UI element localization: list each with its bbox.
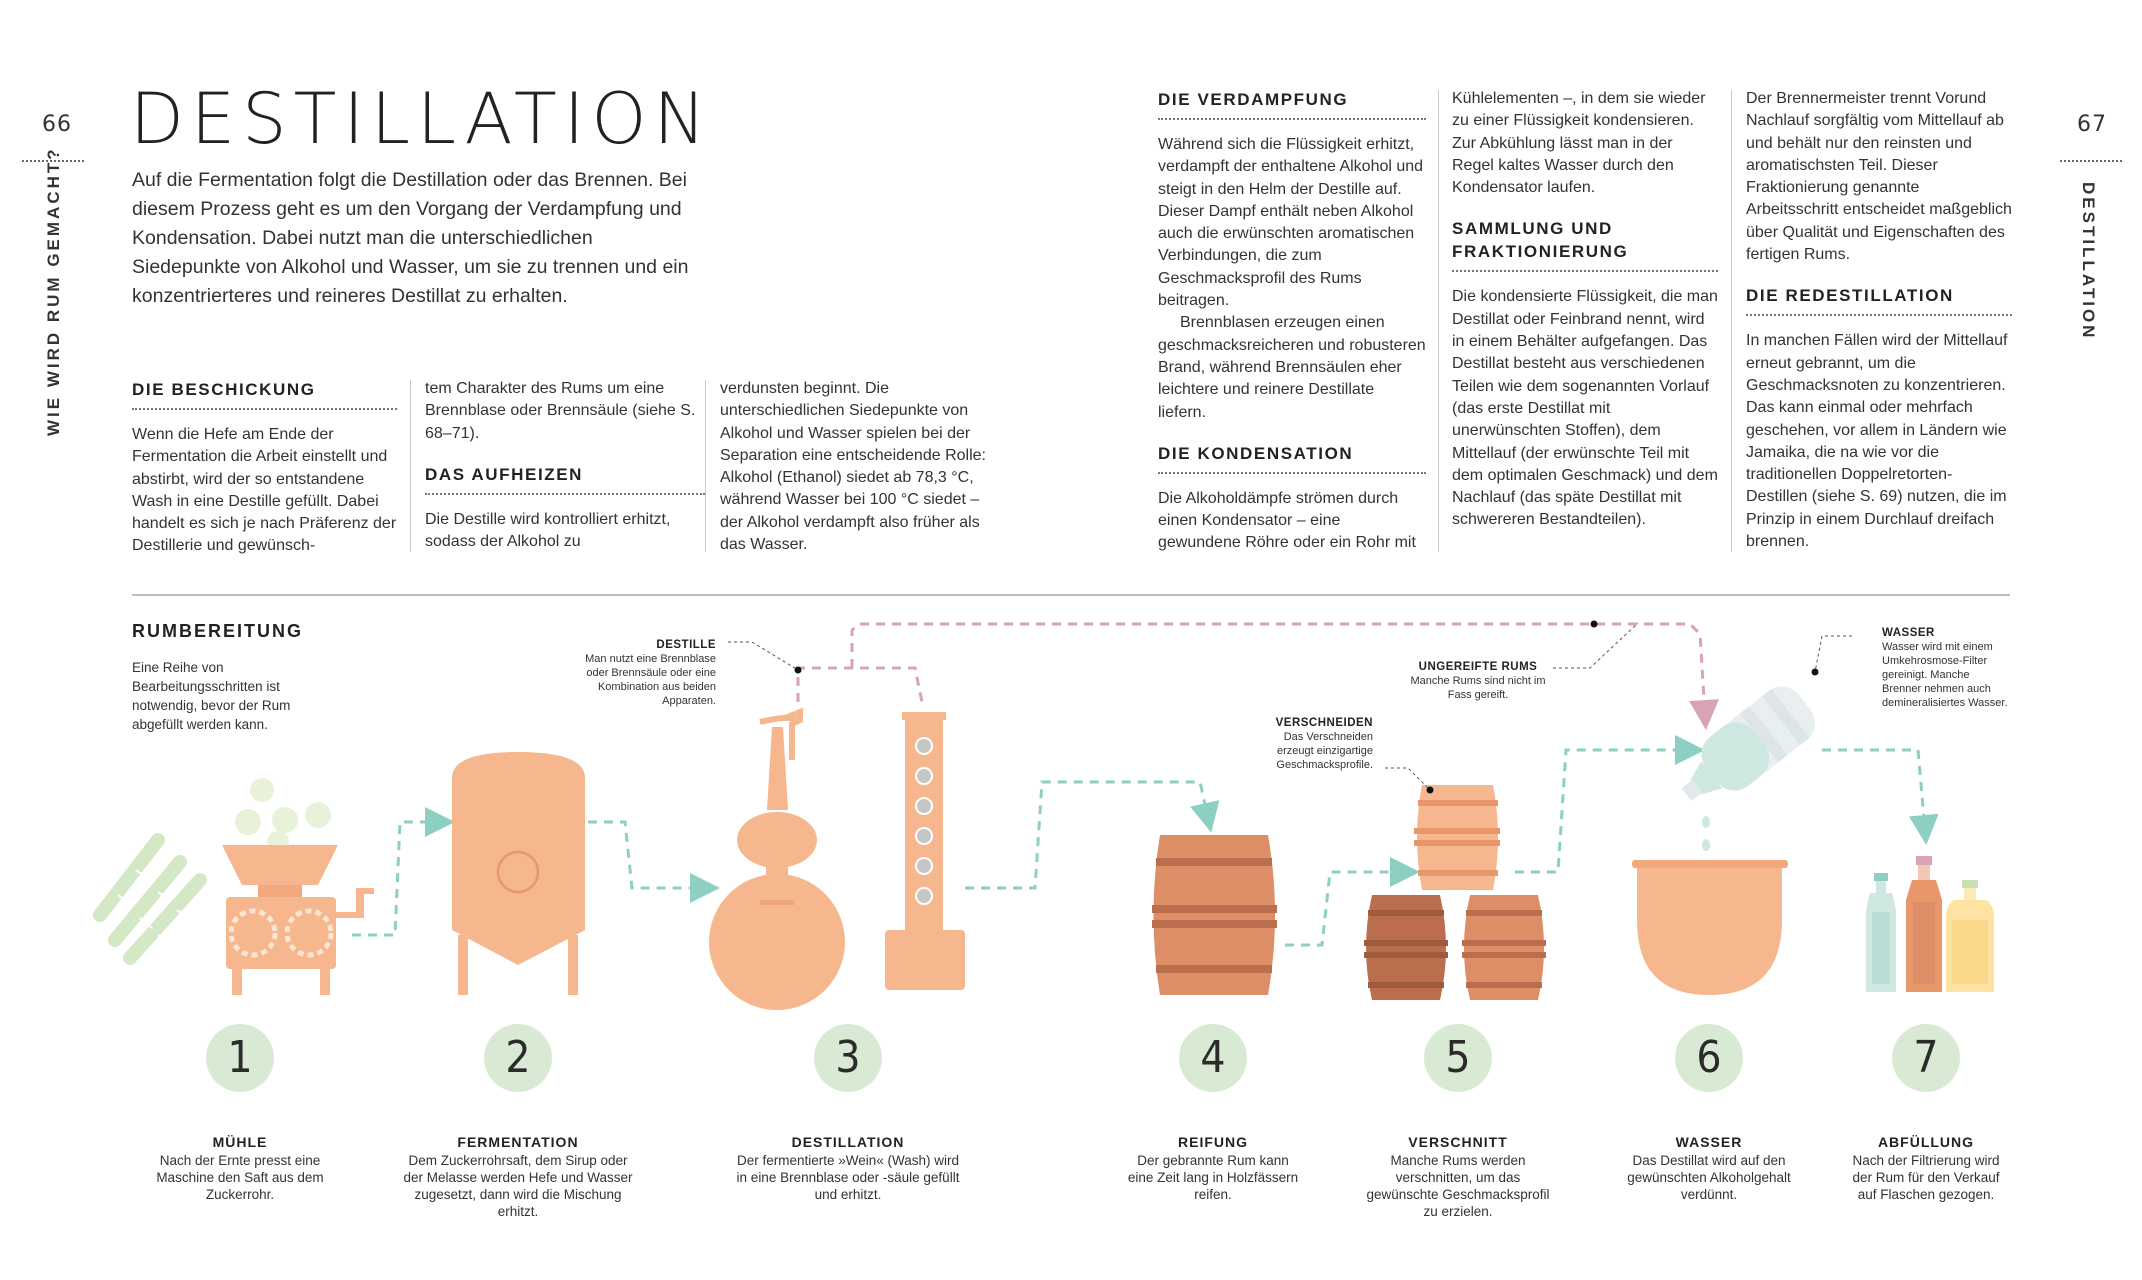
chapter-label-left: WIE WIRD RUM GEMACHT? [44, 146, 63, 436]
step-3 [728, 1024, 968, 1203]
rum-bottles-illustration [1866, 856, 1994, 992]
text-col2-top: tem Charakter des Rums um eine Brennblase oder Brennsäule (siehe S. 68–71). [425, 380, 696, 442]
step-description: Dem Zuckerrohrsaft, dem Sirup oder der Melasse werden Hefe und Wasser zugesetzt, dann wird die Mischung erhitzt. [403, 1153, 633, 1219]
step-number-badge: 4 [1179, 1024, 1247, 1092]
step-4 [1093, 1024, 1333, 1203]
annotation-ungereifte-title: UNGEREIFTE RUMS [1418, 661, 1538, 673]
water-bottle-illustration [1667, 678, 1823, 851]
step-2 [398, 1024, 638, 1220]
text-kondensation: Die Alkoholdämpfe strömen durch einen Kondensator – eine gewundene Röhre oder ein Rohr mit [1158, 489, 1416, 552]
page-number-left: 66 [42, 112, 72, 137]
annotation-destille [582, 638, 716, 708]
heading-beschickung: DIE BESCHICKUNG [132, 378, 397, 410]
step-number-badge: 3 [814, 1024, 882, 1092]
heading-redestillation: DIE REDESTILLATION [1746, 284, 2012, 316]
step-5 [1338, 1024, 1578, 1220]
return-arrow [798, 624, 1705, 715]
annotation-destille-text: Man nutzt eine Brennblase oder Brennsäule oder eine Kombination aus beiden Apparaten. [585, 653, 716, 707]
infographic-intro: Eine Reihe von Bearbeitungsschritten ist notwendig, bevor der Rum abgefüllt werden kann. [132, 660, 291, 732]
annotation-ungereifte [1408, 660, 1548, 702]
step-name: REIFUNG [1178, 1134, 1248, 1150]
step-name: FERMENTATION [457, 1134, 579, 1150]
annotation-ungereifte-text: Manche Rums sind nicht im Fass gereift. [1410, 675, 1546, 701]
step-6 [1589, 1024, 1829, 1203]
annotation-verschneiden-title: VERSCHNEIDEN [1275, 717, 1373, 729]
page-number-right: 67 [2077, 112, 2107, 137]
heading-kondensation: DIE KONDENSATION [1158, 442, 1426, 474]
text-verdampfung-1: Während sich die Flüssigkeit erhitzt, verdampft der enthaltene Alkohol und steigt in den Helm der Destille auf. Dieser Dampf enthält neben Alkohol auch die erwünschten aromatischen Verbindungen, die zum Geschmacksprofil des Rums beitragen. [1158, 136, 1424, 310]
infographic-title: RUMBEREITUNG [132, 621, 303, 641]
annotation-wasser [1882, 626, 2008, 710]
step-number-badge: 2 [484, 1024, 552, 1092]
step-description: Der fermentierte »Wein« (Wash) wird in eine Brennblase oder -säule gefüllt und erhitzt. [736, 1153, 960, 1202]
text-col3: verdunsten beginnt. Die unterschiedlichen Siedepunkte von Alkohol und Wasser spielen bei der Separation eine entscheidende Rolle: Alkohol (Ethanol) siedet ab 78,3 °C, während Wasser bei 100 °C siedet – der Alkohol verdampft also früher als das Wasser. [720, 380, 986, 554]
mill-illustration [222, 845, 374, 995]
step-number-badge: 6 [1675, 1024, 1743, 1092]
pot-still-illustration [709, 712, 845, 1010]
step-number-badge: 5 [1424, 1024, 1492, 1092]
step-name: VERSCHNITT [1408, 1134, 1508, 1150]
text-sammlung: Die kondensierte Flüssigkeit, die man Destillat oder Feinbrand nennt, wird in einem Behälter aufgefangen. Das Destillat besteht aus verschiedenen Teilen wie dem sogenannten Vorlauf (das erste Destillat mit unerwünschten Stoffen), dem Mittellauf (der erwünschte Teil mit dem optimalen Geschmack) und dem Nachlauf (das späte Destillat mit schwereren Bestandteilen). [1452, 288, 1718, 529]
chapter-label-right: DESTILLATION [2079, 182, 2098, 341]
text-col6-top: Der Brennermeister trennt Vorund Nachlauf sorgfältig vom Mittellauf ab und behält nur den reinsten und aromatischsten Teil. Dieser Fraktionierung genannte Arbeitsschritt entscheidet maßgeblich über Qualität und Eigenschaften des fertigen Rums. [1746, 90, 2012, 264]
step-description: Das Destillat wird auf den gewünschten Alkoholgehalt verdünnt. [1627, 1153, 1791, 1202]
page-title: DESTILLATION [130, 78, 713, 160]
step-description: Nach der Ernte presst eine Maschine den Saft aus dem Zuckerrohr. [156, 1153, 324, 1202]
mixing-bowl-illustration [1632, 860, 1788, 995]
step-number-badge: 7 [1892, 1024, 1960, 1092]
heading-verdampfung: DIE VERDAMPFUNG [1158, 88, 1426, 120]
text-aufheizen: Die Destille wird kontrolliert erhitzt, sodass der Alkohol zu [425, 510, 671, 551]
step-name: WASSER [1675, 1134, 1743, 1150]
fermentation-tank-illustration [452, 752, 585, 995]
annotation-destille-title: DESTILLE [656, 639, 716, 651]
step-7 [1806, 1024, 2046, 1203]
step-description: Der gebrannte Rum kann eine Zeit lang in Holzfässern reifen. [1127, 1153, 1299, 1202]
annotation-verschneiden-text: Das Verschneiden erzeugt einzigartige Geschmacksprofile. [1276, 731, 1373, 771]
aging-barrel-illustration [1152, 835, 1277, 995]
blending-barrels-illustration [1364, 785, 1546, 1000]
text-col5-top: Kühlelementen –, in dem sie wieder zu einer Flüssigkeit kondensieren. Zur Abkühlung lässt man in der Regel kaltes Wasser durch den Kondensator laufen. [1452, 90, 1706, 197]
annotation-wasser-title: WASSER [1882, 627, 1935, 639]
text-redestillation: In manchen Fällen wird der Mittellauf erneut gebrannt, um die Geschmacksnoten zu konzentrieren. Das kann einmal oder mehrfach geschehen, vor allem in Ländern wie Jamaika, die na wie vor die traditionellen Doppelretorten-Destillen (siehe S. 69) nutzen, die im Prinzip in einem Durchlauf dreifach brennen. [1746, 332, 2008, 551]
step-number-badge: 1 [206, 1024, 274, 1092]
annotation-verschneiden [1255, 716, 1373, 772]
step-name: ABFÜLLUNG [1877, 1134, 1975, 1150]
heading-sammlung: SAMMLUNG UND FRAKTIONIERUNG [1452, 217, 1718, 272]
step-1 [120, 1024, 360, 1203]
heading-aufheizen: DAS AUFHEIZEN [425, 463, 705, 495]
step-description: Manche Rums werden verschnitten, um das gewünschte Geschmacksprofil zu erzielen. [1366, 1153, 1550, 1219]
step-description: Nach der Filtrierung wird der Rum für den Verkauf auf Flaschen gezogen. [1852, 1153, 2000, 1202]
column-still-illustration [885, 712, 965, 990]
step-name: DESTILLATION [791, 1134, 905, 1150]
step-name: MÜHLE [212, 1134, 268, 1150]
intro-paragraph: Auf die Fermentation folgt die Destillation oder das Brennen. Bei diesem Prozess geht es um den Vorgang der Verdampfung und Kondensation. Dabei nutzt man die unterschiedlichen Siedepunkte von Alkohol und Wasser, um sie zu trennen und ein konzentrierteres und reineres Destillat zu erhalten. [132, 169, 689, 307]
text-beschickung: Wenn die Hefe am Ende der Fermentation die Arbeit einstellt und abstirbt, wird der so entstandene Wash in eine Destille gefüllt. Dabei handelt es sich je nach Präferenz der Destillerie und gewünsch- [132, 426, 397, 555]
annotation-wasser-text: Wasser wird mit einem Umkehrosmose-Filter gereinigt. Manche Brenner nehmen auch demineralisiertes Wasser. [1882, 641, 2008, 709]
text-verdampfung-2: Brennblasen erzeugen einen geschmacksreicheren und robusteren Brand, während Brennsäulen eher leichtere und reinere Destillate liefern. [1158, 314, 1426, 421]
